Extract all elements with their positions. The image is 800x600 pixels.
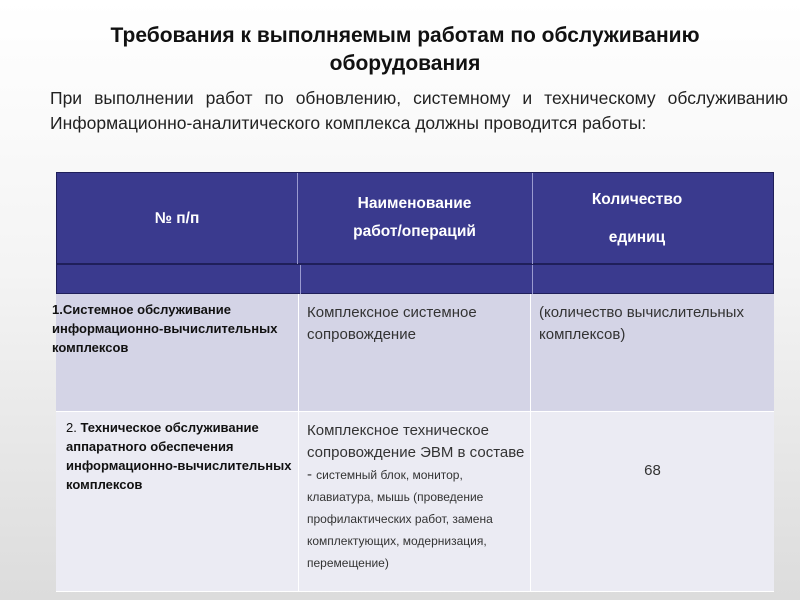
table-subheader-row (56, 264, 774, 294)
row1-quantity: (количество вычислительных комплексов) (539, 304, 744, 343)
row2-col-quantity (531, 412, 774, 591)
header-name-line2: работ/операций (353, 223, 476, 240)
header-quantity-line1: Количество (591, 191, 683, 208)
slide-title: Требования к выполняемым работам по обслуживанию оборудования (110, 24, 700, 75)
row1-col-name (299, 294, 531, 411)
row2-operation-main: Комплексное техническое сопровождение ЭВМ в составе - (307, 422, 525, 483)
row2-work-title: Техническое обслуживание аппаратного обеспечения информационно-вычислительных комплексов (66, 420, 292, 492)
row1-number: 1. (52, 302, 63, 317)
requirements-table (52, 172, 774, 592)
header-name-line1: Наименование (357, 195, 472, 212)
row1-work-title: Системное обслуживание информационно-вычислительных комплексов (52, 302, 278, 355)
row2-col-number (56, 412, 299, 591)
row2-col-name (299, 412, 531, 591)
header-quantity-line2: единиц (608, 229, 666, 246)
intro-paragraph: При выполнении работ по обновлению, системному и техническому обслуживанию Информационно-аналитического комплекса должны проводится работы: (50, 88, 788, 133)
header-number: № п/п (154, 210, 200, 227)
row2-operation-details: системный блок, монитор, клавиатура, мышь (проведение профилактических работ, замена комплектующих, модернизация, перемещение) (307, 468, 493, 570)
table-row (52, 294, 774, 412)
row1-operation: Комплексное системное сопровождение (307, 304, 477, 343)
row1-col-quantity (531, 294, 774, 411)
table-row (56, 412, 774, 592)
row2-number: 2. (66, 420, 81, 435)
row2-quantity: 68 (644, 462, 661, 479)
row1-col-number (52, 294, 299, 411)
table-header-row (56, 172, 774, 264)
